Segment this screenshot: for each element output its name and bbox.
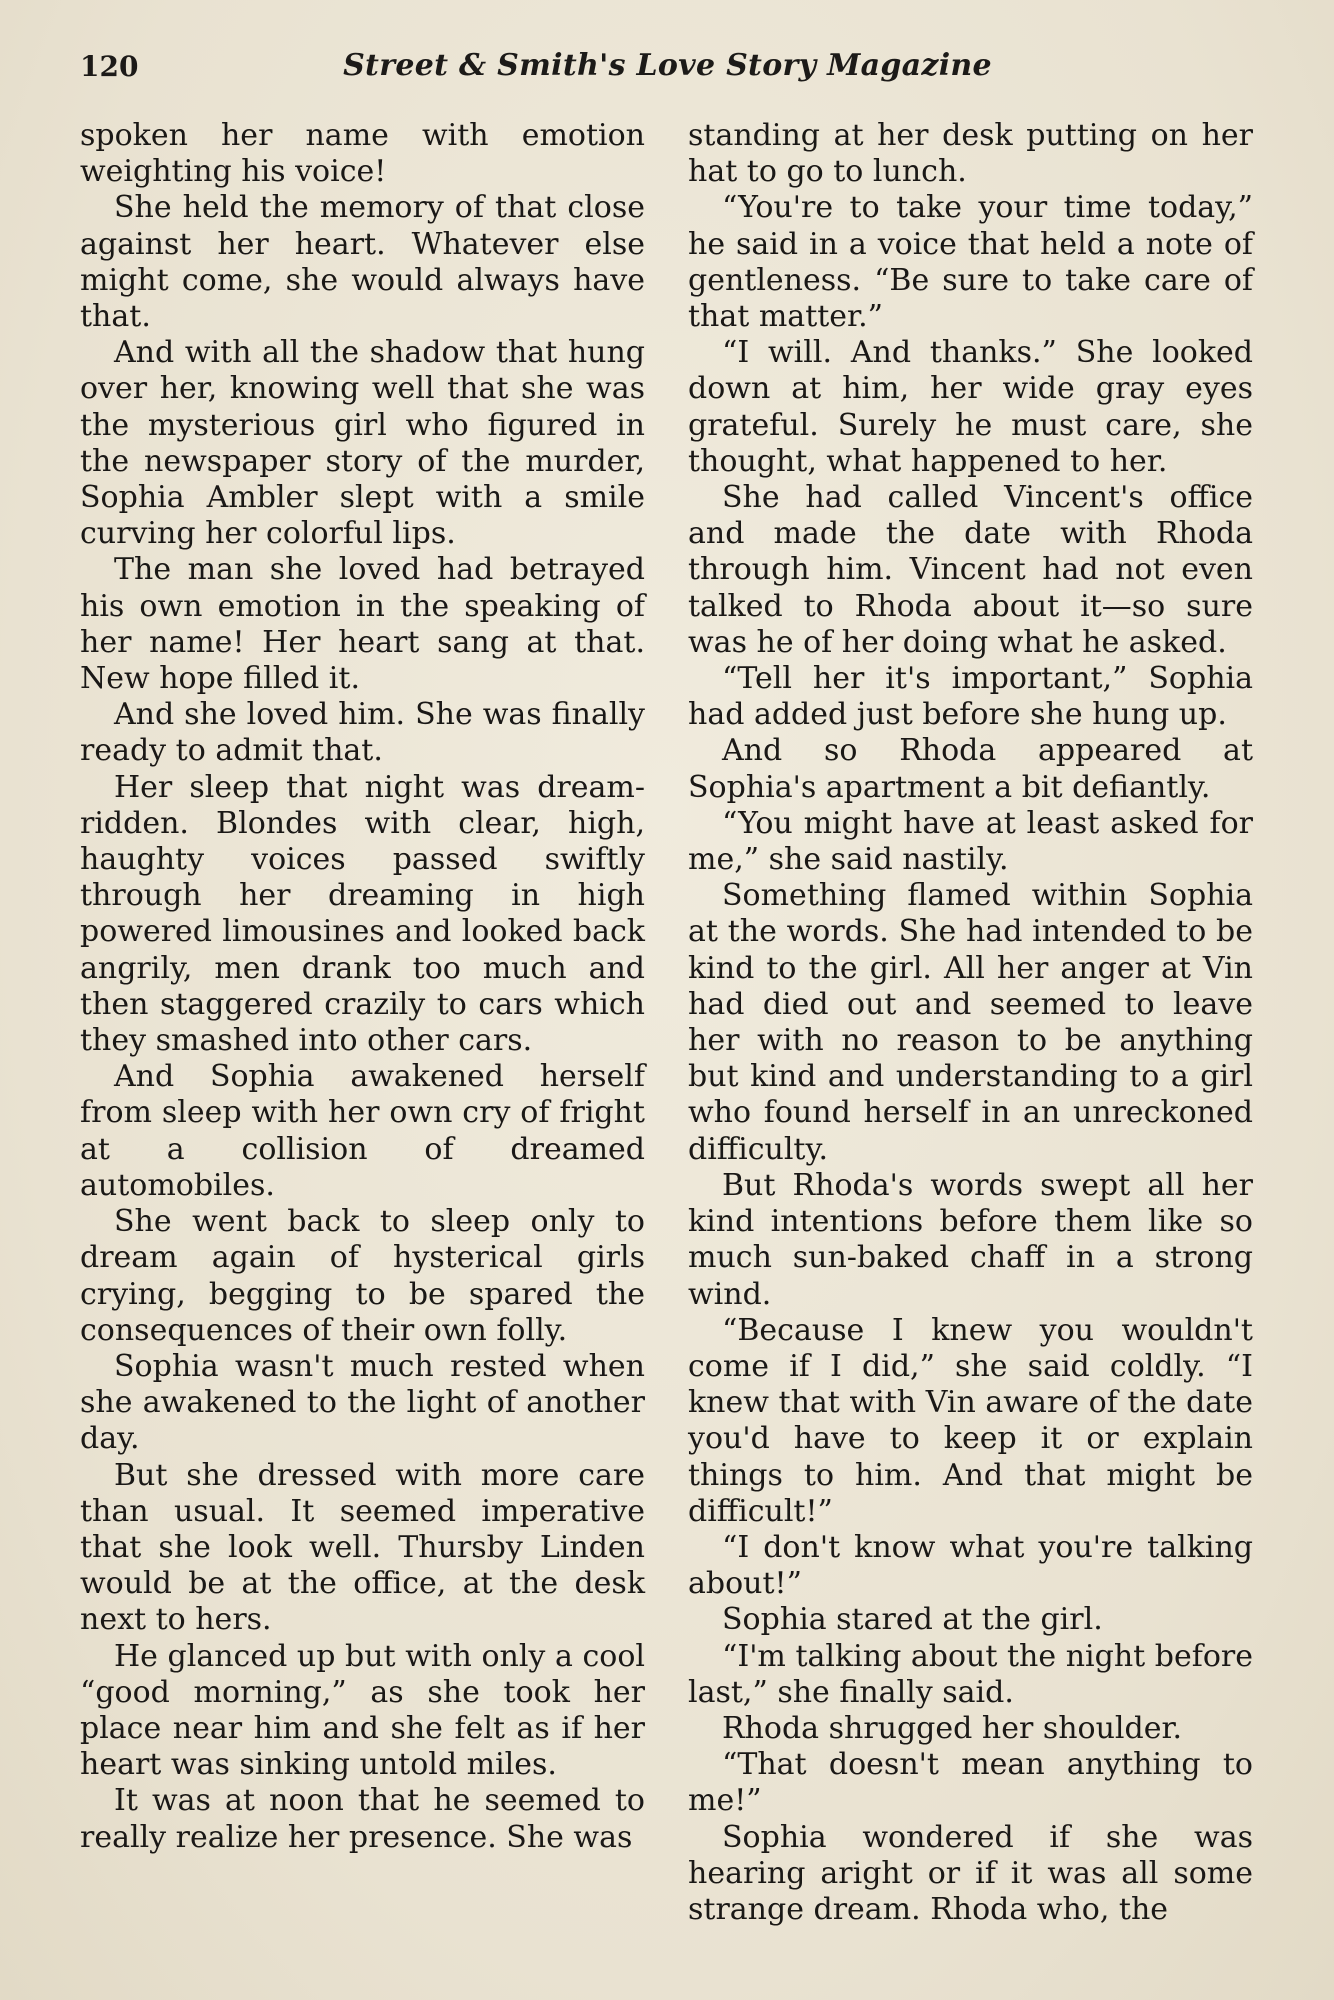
right-column (688, 118, 1253, 1928)
paragraph: But Rhoda's words swept all her kind intentions before them like so much sun-baked chaff in a strong wind. (688, 1167, 1253, 1312)
paragraph: “You might have at least asked for me,” she said nastily. (688, 805, 1253, 878)
paragraph: And she loved him. She was finally ready to admit that. (80, 697, 645, 769)
paragraph: It was at noon that he seemed to really realize her presence. She was (80, 1783, 645, 1855)
paragraph: And so Rhoda appeared at Sophia's apartment a bit defiantly. (688, 733, 1253, 805)
paragraph: Something flamed within Sophia at the words. She had intended to be kind to the girl. All her anger at Vin had died out and seemed to leave her with no reason to be anything but kind and understanding to a girl who found herself in an unreckoned difficulty. (688, 878, 1253, 1167)
paragraph: “Tell her it's important,” Sophia had added just before she hung up. (688, 661, 1253, 733)
running-title: Street & Smith's Love Story Magazine (343, 48, 992, 83)
paragraph: She had called Vincent's office and made the date with Rhoda through him. Vincent had not even talked to Rhoda about it—so sure was he of her doing what he asked. (688, 480, 1253, 660)
paragraph: Her sleep that night was dream-ridden. Blondes with clear, high, haughty voices passed swiftly through her dreaming in high powered limousines and looked back angrily, men drank too much and then staggered crazily to cars which they smashed into other cars. (80, 769, 645, 1059)
paragraph: “I will. And thanks.” She looked down at him, her wide gray eyes grateful. Surely he must care, she thought, what happened to her. (688, 335, 1253, 479)
paragraph: standing at her desk putting on her hat to go to lunch. (688, 118, 1253, 190)
paragraph: And with all the shadow that hung over her, knowing well that she was the mysterious girl who figured in the newspaper story of the murder, Sophia Ambler slept with a smile curving her colorful lips. (80, 335, 645, 552)
left-column (80, 118, 645, 1856)
paragraph: The man she loved had betrayed his own emotion in the speaking of her name! Her heart sang at that. New hope filled it. (80, 552, 645, 697)
paragraph: “That doesn't mean anything to me!” (688, 1747, 1253, 1819)
paragraph: Sophia wasn't much rested when she awakened to the light of another day. (80, 1348, 645, 1457)
paragraph: He glanced up but with only a cool “good morning,” as she took her place near him and she felt as if her heart was sinking untold miles. (80, 1638, 645, 1783)
paragraph: “You're to take your time today,” he said in a voice that held a note of gentleness. “Be sure to take care of that matter.” (688, 190, 1253, 335)
paragraph: But she dressed with more care than usual. It seemed imperative that she look well. Thursby Linden would be at the office, at the desk next to hers. (80, 1457, 645, 1638)
paragraph: Rhoda shrugged her shoulder. (722, 1710, 1183, 1746)
paragraph: Sophia stared at the girl. (722, 1602, 1103, 1638)
paragraph: She held the memory of that close against her heart. Whatever else might come, she would always have that. (80, 190, 645, 335)
page-number: 120 (80, 50, 139, 83)
paragraph: She went back to sleep only to dream again of hysterical girls crying, begging to be spared the consequences of their own folly. (80, 1204, 645, 1348)
paragraph: “Because I knew you wouldn't come if I did,” she said coldly. “I knew that with Vin aware of the date you'd have to keep it or explain things to him. And that might be difficult!” (688, 1312, 1253, 1529)
paragraph: spoken her name with emotion weighting his voice! (80, 118, 645, 190)
paragraph: And Sophia awakened herself from sleep with her own cry of fright at a collision of dreamed automobiles. (80, 1059, 645, 1203)
paragraph: “I don't know what you're talking about!” (688, 1529, 1253, 1602)
paragraph: Sophia wondered if she was hearing aright or if it was all some strange dream. Rhoda who, the (688, 1819, 1253, 1927)
page-header (80, 44, 1255, 94)
paragraph: “I'm talking about the night before last,” she finally said. (688, 1638, 1253, 1710)
